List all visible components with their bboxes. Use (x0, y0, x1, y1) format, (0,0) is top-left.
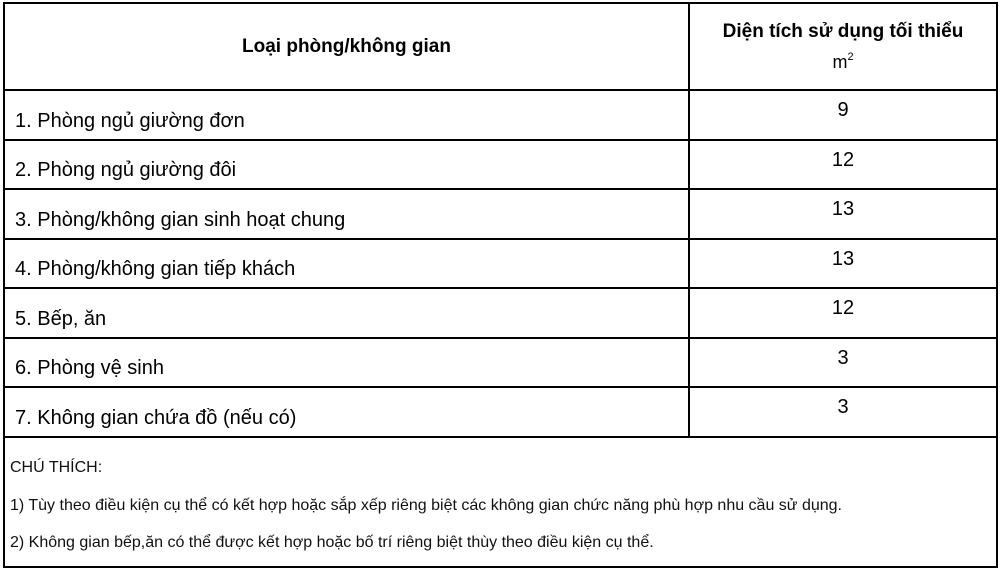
room-name: 6. Phòng vệ sinh (5, 338, 689, 388)
room-min-area: 3 (689, 338, 996, 388)
table-row (5, 338, 996, 388)
notes-title: CHÚ THÍCH: (10, 459, 103, 476)
table-row (5, 288, 996, 338)
table-row (5, 239, 996, 289)
room-min-area: 12 (689, 140, 996, 190)
room-name: 7. Không gian chứa đồ (nếu có) (5, 387, 689, 437)
header-min-area-label: Diện tích sử dụng tối thiểu (722, 20, 964, 42)
room-name: 3. Phòng/không gian sinh hoạt chung (5, 189, 689, 239)
room-name: 2. Phòng ngủ giường đôi (5, 140, 689, 190)
unit-base: m (832, 51, 848, 72)
table-header-row (5, 4, 996, 90)
room-name: 5. Bếp, ăn (5, 288, 689, 338)
header-unit (690, 47, 996, 77)
table-row (5, 140, 996, 190)
room-min-area: 12 (689, 288, 996, 338)
note-item: 1) Tùy theo điều kiện cụ thể có kết hợp hoặc sắp xếp riêng biệt các không gian chức năng phù hợp nhu cầu sử dụng. (10, 497, 842, 514)
header-min-area (689, 4, 996, 90)
room-name: 1. Phòng ngủ giường đơn (5, 90, 689, 140)
room-min-area: 9 (689, 90, 996, 140)
table-row (5, 189, 996, 239)
room-min-area: 13 (689, 189, 996, 239)
table-row (5, 90, 996, 140)
note-item: 2) Không gian bếp,ăn có thể được kết hợp hoặc bố trí riêng biệt thùy theo điều kiện cụ thể. (10, 534, 654, 551)
unit-exponent: 2 (847, 50, 854, 63)
room-min-area: 3 (689, 387, 996, 437)
room-name: 4. Phòng/không gian tiếp khách (5, 239, 689, 289)
table-row (5, 387, 996, 437)
standards-table-frame (3, 2, 998, 568)
minimum-area-table (5, 4, 996, 438)
room-min-area: 13 (689, 239, 996, 289)
header-room-type: Loại phòng/không gian (5, 4, 689, 90)
